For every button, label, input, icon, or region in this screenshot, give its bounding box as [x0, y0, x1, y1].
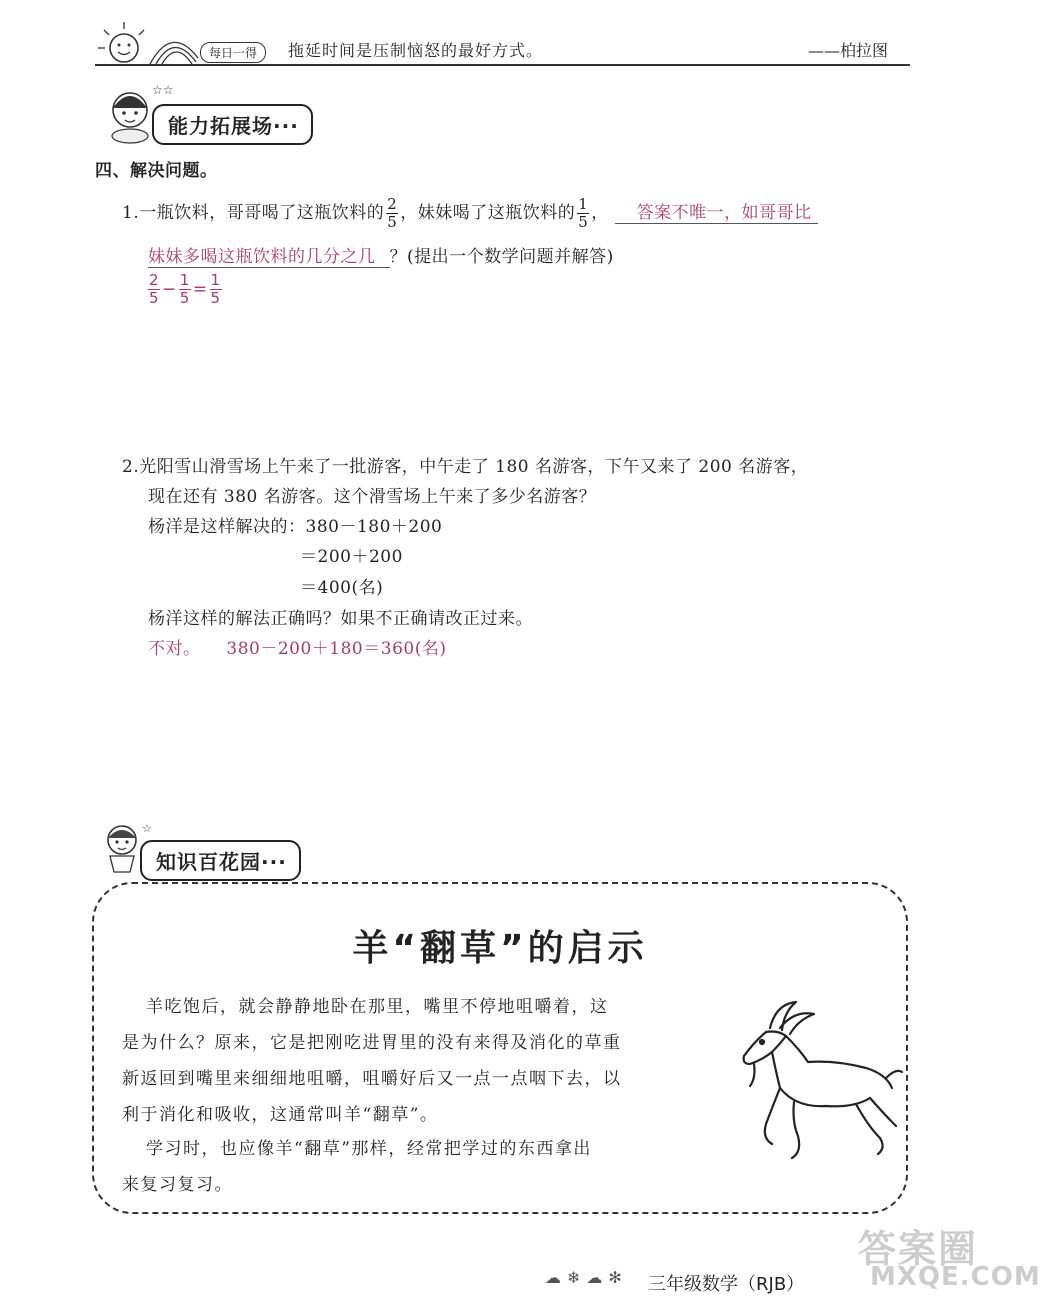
snowflake-icon: ❄ [567, 1268, 587, 1287]
story-p1-line1: 羊吃饱后，就会静静地卧在那里，嘴里不停地咀嚼着，这 [146, 997, 609, 1017]
frac-den: 5 [387, 213, 398, 231]
frac-num: 2 [387, 195, 398, 213]
problem2-line2: 现在还有 380 名游客。这个滑雪场上午来了多少名游客？ [148, 487, 597, 507]
problem2-work3: ＝400(名) [300, 578, 384, 598]
svg-text:☆☆: ☆☆ [152, 83, 174, 97]
frac-num: 1 [179, 271, 190, 289]
frac-den: 5 [179, 289, 190, 307]
problem1-solution [146, 272, 224, 307]
header-quote: 拖延时间是压制恼怒的最好方式。 [288, 41, 544, 60]
section-tag-knowledge: 知识百花园··· [140, 840, 301, 881]
fraction-one-fifth [577, 196, 589, 231]
sun-rainbow-icon [92, 18, 202, 68]
story-title: 羊“翻草”的启示 [352, 928, 648, 969]
section-heading: 四、解决问题。 [95, 161, 218, 181]
problem1-text-a: 1.一瓶饮料，哥哥喝了这瓶饮料的 [122, 203, 385, 223]
frac-num: 2 [148, 271, 160, 289]
problem2-line1: 2.光阳雪山滑雪场上午来了一批游客，中午走了 180 名游客，下午又来了 200 名游客， [122, 457, 809, 477]
op-equals: = [192, 279, 208, 300]
problem1-answer-part1: 答案不唯一，如哥哥比 [615, 203, 818, 224]
problem2-answer [148, 634, 446, 659]
section-tag-ability: 能力拓展场··· [152, 104, 313, 145]
story-p1-line2: 是为什么？原来，它是把刚吃进胃里的没有来得及消化的草重 [122, 1033, 622, 1053]
frac-den: 5 [148, 289, 160, 307]
fraction-two-fifths [386, 196, 398, 231]
problem1-text-b: ，妹妹喝了这瓶饮料的 [400, 203, 576, 223]
header-author: ——柏拉图 [808, 41, 889, 60]
frac-num: 1 [578, 195, 589, 213]
problem2-work2: ＝200＋200 [300, 547, 403, 567]
problem1-line2 [148, 242, 614, 267]
story-p1-line4: 利于消化和吸收，这通常叫羊“翻草”。 [122, 1105, 439, 1125]
problem1-line2-tail: ？(提出一个数学问题并解答) [389, 247, 614, 267]
watermark-logo: 答案圈 [858, 1227, 979, 1271]
problem1-answer-part2: 妹妹多喝这瓶饮料的几分之几 [148, 247, 390, 268]
svg-text:☆: ☆ [142, 822, 152, 835]
op-minus: − [162, 279, 177, 300]
story-p2-line2: 来复习复习。 [122, 1175, 233, 1195]
frac-den: 5 [578, 213, 589, 231]
motto-tag: 每日一得 [200, 42, 266, 63]
problem2-answer-a: 不对。 [148, 639, 201, 659]
problem2-question: 杨洋这样的解法正确吗？如果不正确请改正过来。 [148, 609, 533, 629]
cloud-icon: ☁ [545, 1268, 567, 1287]
story-p2-line1: 学习时，也应像羊“翻草”那样，经常把学过的东西拿出 [146, 1139, 592, 1159]
snowflake-icon: ✻ [608, 1268, 628, 1287]
problem1-line1 [122, 196, 818, 231]
frac-num: 1 [210, 271, 221, 289]
problem2-work1: 杨洋是这样解决的：380－180＋200 [148, 517, 443, 537]
story-p1-line3: 新返回到嘴里来细细地咀嚼，咀嚼好后又一点一点咽下去，以 [122, 1069, 622, 1089]
problem2-answer-b: 380－200＋180＝360(名) [226, 639, 447, 659]
footer-decoration [545, 1268, 628, 1287]
footer-label: 三年级数学（RJB） [648, 1274, 805, 1295]
cloud-icon: ☁ [586, 1268, 609, 1287]
goat-illustration-icon [736, 998, 904, 1168]
watermark-url: MXQE.COM [870, 1262, 1041, 1292]
frac-den: 5 [210, 289, 221, 307]
problem1-text-c: ， [591, 203, 609, 223]
header-divider [95, 64, 910, 66]
